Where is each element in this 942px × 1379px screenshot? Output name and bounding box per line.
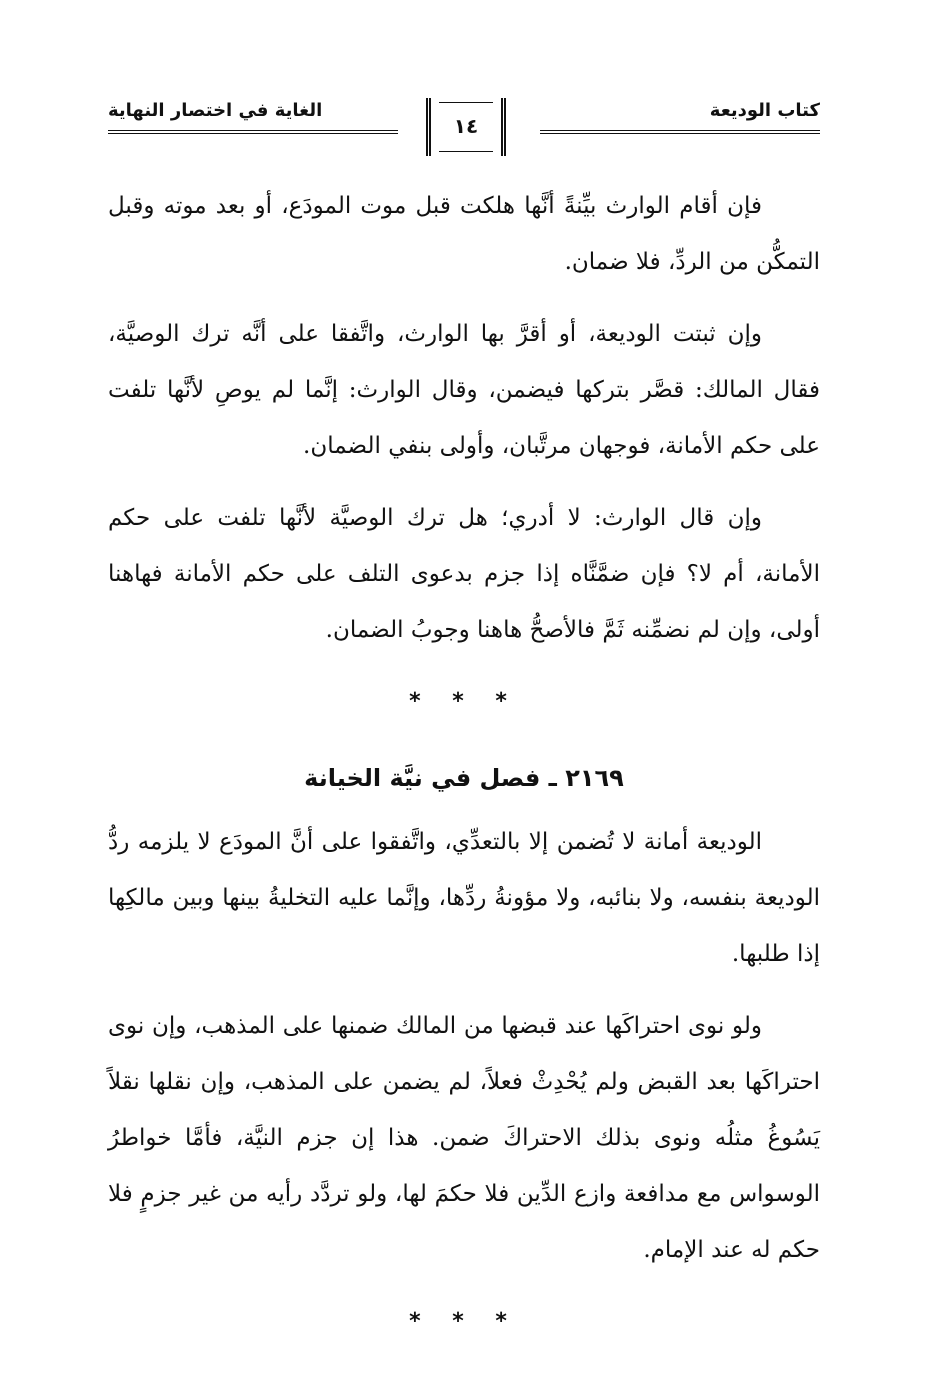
paragraph-1: فإن أقام الوارث بيِّنةً أنَّها هلكت قبل موت المودَع، أو بعد موته وقبل التمكُّن من الردِّ، فلا ضمان. — [108, 193, 820, 275]
book-chapter-title: كتاب الوديعة — [709, 100, 820, 121]
running-header — [108, 92, 820, 162]
paragraph-3: وإن قال الوارث: لا أدري؛ هل ترك الوصيَّة لأنَّها تلفت على حكم الأمانة، أم لا؟ فإن ضمَّنَّاه إذا جزم بدعوى التلف على حكم الأمانة فهاهنا أولى، وإن لم نضمِّنه ثَمَّ فالأصحُّ هاهنا وجوبُ الضمان. — [108, 505, 820, 643]
end-separator: * * * — [409, 1309, 519, 1334]
page-number: ١٤ — [453, 114, 479, 138]
page-number-frame — [426, 98, 506, 156]
page-body — [108, 178, 820, 1370]
section-separator: * * * — [409, 689, 519, 714]
paragraph-2: وإن ثبتت الوديعة، أو أقرَّ بها الوارث، واتَّفقا على أنَّه ترك الوصيَّة، فقال المالك: قصَّر بتركها فيضمن، وقال الوارث: إنَّما لم يوصِ لأنَّها تلفت على حكم الأمانة، فوجهان مرتَّبان، وأولى بنفي الضمان. — [108, 321, 820, 459]
book-title: الغاية في اختصار النهاية — [108, 100, 323, 121]
paragraph-4: الوديعة أمانة لا تُضمن إلا بالتعدِّي، واتَّفقوا على أنَّ المودَع لا يلزمه ردُّ الوديعة بنفسه، ولا بنائبه، ولا مؤونةُ ردِّها، وإنَّما عليه التخليةُ بينها وبين مالكِها إذا طلبها. — [108, 829, 820, 967]
header-rule-right — [540, 130, 820, 134]
section-heading: ٢١٦٩ ـ فصل في نيَّة الخيانة — [304, 764, 624, 792]
header-rule-left — [108, 130, 398, 134]
paragraph-5: ولو نوى احتراكَها عند قبضها من المالك ضمنها على المذهب، وإن نوى احتراكَها بعد القبض ولم يُحْدِثْ فعلاً، لم يضمن على المذهب، وإن نقلها نقلاً يَسُوغُ مثلُه ونوى بذلك الاحتراكَ ضمن. هذا إن جزم النيَّة، فأمَّا خواطرُ الوسواس مع مدافعة وازع الدِّين فلا حكمَ لها، ولو تردَّد رأيه من غير جزمٍ فلا حكم له عند الإمام. — [108, 1013, 820, 1263]
